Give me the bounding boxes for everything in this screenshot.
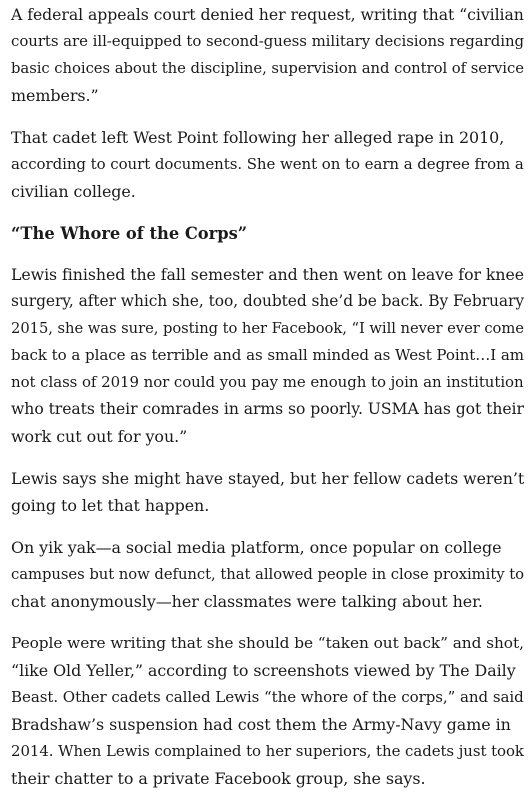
text-line: basic choices about the discipline, supervision and control of service bbox=[11, 60, 524, 77]
text-line: Lewis says she might have stayed, but her fellow cadets weren’t bbox=[11, 469, 525, 488]
text-line: Bradshaw’s suspension had cost them the Army-Navy game in bbox=[11, 715, 511, 734]
text-line: surgery, after which she, too, doubted she’d be back. By February bbox=[11, 292, 525, 310]
text-line: their chatter to a private Facebook group, she says. bbox=[11, 769, 426, 788]
paragraph-yik-yak bbox=[11, 534, 528, 615]
text-line: 2015, she was sure, posting to her Facebook, “I will never ever come bbox=[11, 320, 524, 337]
text-line: civilian college. bbox=[11, 182, 136, 201]
text-line: who treats their comrades in arms so poorly. USMA has got their bbox=[11, 400, 524, 418]
paragraph-might-have-stayed bbox=[11, 465, 528, 519]
text-line: A federal appeals court denied her request, writing that “civilian bbox=[11, 5, 524, 24]
text-line: Lewis finished the fall semester and then went on leave for knee bbox=[11, 265, 525, 284]
text-line: Beast. Other cadets called Lewis “the whore of the corps,” and said bbox=[11, 688, 524, 706]
text-line: going to let that happen. bbox=[11, 496, 210, 515]
text-line: members.” bbox=[11, 86, 99, 105]
text-line: That cadet left West Point following her alleged rape in 2010, bbox=[11, 128, 505, 147]
text-line: according to court documents. She went on to earn a degree from a bbox=[11, 155, 524, 173]
section-heading: “The Whore of the Corps” bbox=[11, 224, 248, 243]
text-line: On yik yak—a social media platform, once popular on college bbox=[11, 538, 502, 557]
text-line: back to a place as terrible and as small minded as West Point…I am bbox=[11, 346, 524, 364]
paragraph-lewis-leave bbox=[11, 261, 528, 450]
text-line: People were writing that she should be “taken out back” and shot, bbox=[11, 634, 524, 652]
text-line: chat anonymously—her classmates were talking about her. bbox=[11, 592, 483, 611]
text-line: courts are ill-equipped to second-guess military decisions regarding bbox=[11, 32, 525, 50]
paragraph-appeals-court bbox=[11, 0, 528, 109]
text-line: campuses but now defunct, that allowed people in close proximity to bbox=[11, 566, 524, 583]
paragraph-old-yeller bbox=[11, 630, 528, 792]
text-line: “like Old Yeller,” according to screenshots viewed by The Daily bbox=[11, 661, 516, 680]
paragraph-cadet-left bbox=[11, 124, 528, 205]
text-line: work cut out for you.” bbox=[11, 427, 188, 446]
text-line: not class of 2019 nor could you pay me enough to join an institution bbox=[11, 373, 524, 391]
text-line: 2014. When Lewis complained to her superiors, the cadets just took bbox=[11, 742, 524, 760]
